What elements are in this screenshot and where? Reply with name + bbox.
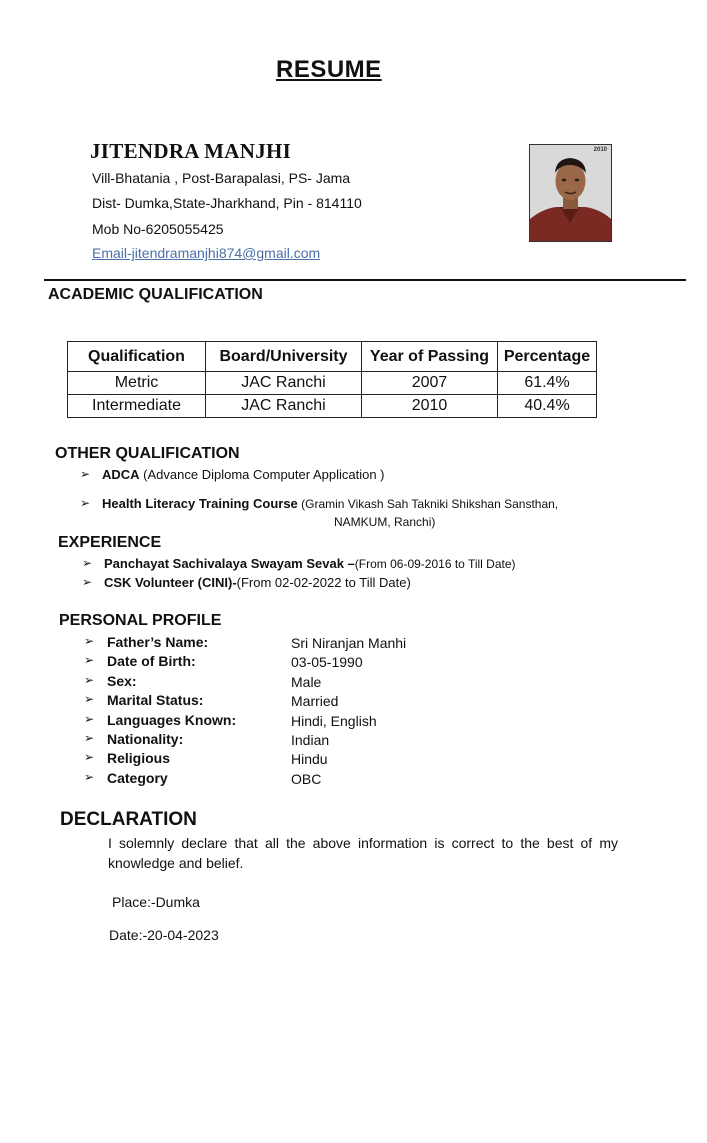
profile-label: Marital Status: [107, 692, 204, 708]
photo-stamp: 2010 [593, 147, 607, 153]
arrowhead-bullet-icon: ➢ [84, 770, 95, 784]
profile-label: Category [107, 770, 168, 786]
experience-role: Panchayat Sachivalaya Swayam Sevak – [104, 556, 355, 571]
arrowhead-bullet-icon: ➢ [84, 673, 95, 687]
qualification-detail: (Advance Diploma Computer Application ) [139, 467, 385, 482]
qualification-detail-cont: NAMKUM, Ranchi) [334, 515, 436, 529]
profile-label: Nationality: [107, 731, 184, 747]
mobile-number: Mob No-6205055425 [92, 221, 224, 237]
profile-value: Indian [291, 732, 330, 748]
arrowhead-bullet-icon: ➢ [84, 712, 95, 726]
experience-period: (From 06-09-2016 to Till Date) [354, 557, 516, 571]
header-divider [44, 279, 686, 281]
arrowhead-bullet-icon: ➢ [80, 467, 91, 481]
arrowhead-bullet-icon: ➢ [80, 496, 91, 510]
arrowhead-bullet-icon: ➢ [84, 634, 95, 648]
table-cell: Intermediate [68, 395, 206, 418]
email-address: Email-jitendramanjhi874@gmail.com [92, 245, 321, 261]
address-line-1: Vill-Bhatania , Post-Barapalasi, PS- Jama [92, 170, 351, 186]
table-cell: JAC Ranchi [206, 395, 362, 418]
declaration-text: I solemnly declare that all the above information is correct to the best of my knowledge and belief. [108, 835, 618, 871]
arrowhead-bullet-icon: ➢ [84, 731, 95, 745]
arrowhead-bullet-icon: ➢ [84, 653, 95, 667]
academic-heading: ACADEMIC QUALIFICATION [48, 286, 263, 303]
experience-heading: EXPERIENCE [58, 534, 162, 551]
table-row [68, 372, 597, 395]
qualification-name: Health Literacy Training Course [102, 496, 298, 511]
personal-profile-heading: PERSONAL PROFILE [59, 612, 222, 629]
table-cell: 2010 [362, 395, 498, 418]
profile-label: Date of Birth: [107, 653, 196, 669]
profile-label: Sex: [107, 673, 137, 689]
candidate-name: JITENDRA MANJHI [90, 139, 292, 163]
resume-title: RESUME [276, 56, 382, 83]
profile-value: Male [291, 674, 322, 690]
qualification-name: ADCA [102, 467, 140, 482]
profile-value: OBC [291, 771, 322, 787]
table-cell: Metric [68, 372, 206, 395]
column-header: Board/University [206, 342, 362, 372]
profile-value: 03-05-1990 [291, 654, 363, 670]
column-header: Percentage [498, 342, 597, 372]
profile-photo [529, 144, 612, 242]
table-cell: JAC Ranchi [206, 372, 362, 395]
profile-value: Sri Niranjan Manhi [291, 635, 407, 651]
profile-label: Father’s Name: [107, 634, 209, 650]
profile-label: Religious [107, 750, 171, 766]
profile-label: Languages Known: [107, 712, 237, 728]
experience-role: CSK Volunteer (CINI)- [104, 575, 237, 590]
profile-value: Married [291, 693, 339, 709]
declaration-place: Place:-Dumka [112, 894, 200, 910]
table-cell: 40.4% [498, 395, 597, 418]
arrowhead-bullet-icon: ➢ [82, 556, 93, 570]
arrowhead-bullet-icon: ➢ [84, 692, 95, 706]
table-cell: 61.4% [498, 372, 597, 395]
column-header: Qualification [68, 342, 206, 372]
profile-value: Hindi, English [291, 713, 377, 729]
arrowhead-bullet-icon: ➢ [84, 750, 95, 764]
column-header: Year of Passing [362, 342, 498, 372]
declaration-date: Date:-20-04-2023 [109, 927, 219, 943]
experience-period: (From 02-02-2022 to Till Date) [236, 575, 411, 590]
qualification-detail: (Gramin Vikash Sah Takniki Shikshan Sansthan, [297, 497, 559, 511]
table-row [68, 395, 597, 418]
address-line-2: Dist- Dumka,State-Jharkhand, Pin - 814110 [92, 195, 362, 211]
table-cell: 2007 [362, 372, 498, 395]
profile-value: Hindu [291, 751, 328, 767]
declaration-heading: DECLARATION [60, 809, 197, 830]
academic-table [67, 341, 597, 418]
other-qualification-heading: OTHER QUALIFICATION [55, 445, 240, 462]
table-header-row [68, 342, 597, 372]
arrowhead-bullet-icon: ➢ [82, 575, 93, 589]
